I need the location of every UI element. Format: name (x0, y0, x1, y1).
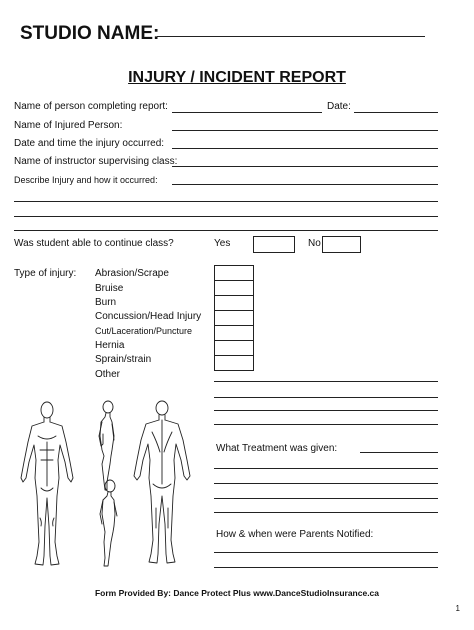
date-label: Date: (327, 101, 351, 112)
other-line-1[interactable] (214, 381, 438, 382)
body-front-figure (21, 402, 73, 565)
injury-type-sprain: Sprain/strain (95, 354, 152, 365)
parents-line-2[interactable] (214, 567, 438, 568)
injury-checkbox-cut[interactable] (214, 325, 254, 341)
injury-type-other: Other (95, 369, 121, 380)
other-line-2[interactable] (214, 397, 438, 398)
injury-checkbox-burn[interactable] (214, 295, 254, 311)
parents-label: How & when were Parents Notified: (216, 529, 374, 540)
yes-checkbox[interactable] (253, 236, 295, 253)
date-line[interactable] (354, 112, 438, 113)
body-back-figure (134, 401, 190, 563)
injury-checkbox-sprain[interactable] (214, 355, 254, 371)
yes-label: Yes (214, 238, 231, 249)
body-small-figure (100, 480, 117, 566)
describe-label: Describe Injury and how it occurred: (14, 175, 158, 185)
no-label: No (308, 238, 321, 249)
describe-line-2[interactable] (14, 201, 438, 202)
injury-checkbox-concussion[interactable] (214, 310, 254, 326)
other-line-4[interactable] (214, 424, 438, 425)
injury-type-bruise: Bruise (95, 283, 124, 294)
footer-text: Form Provided By: Dance Protect Plus www.DanceStudioInsurance.ca (94, 588, 380, 598)
parents-line-1[interactable] (214, 552, 438, 553)
injury-checkbox-hernia[interactable] (214, 340, 254, 356)
injury-type-cut: Cut/Laceration/Puncture (95, 326, 193, 336)
treatment-line-2[interactable] (214, 468, 438, 469)
describe-line-1[interactable] (172, 184, 438, 185)
treatment-line-5[interactable] (214, 512, 438, 513)
other-line-3[interactable] (214, 410, 438, 411)
body-side-figure (99, 401, 114, 490)
injury-type-burn: Burn (95, 297, 117, 308)
injured-person-label: Name of Injured Person: (14, 120, 123, 131)
instructor-label: Name of instructor supervising class: (14, 156, 178, 167)
no-checkbox[interactable] (322, 236, 361, 253)
page-number: 1 (455, 604, 460, 613)
studio-name-label: STUDIO NAME: (20, 23, 160, 44)
treatment-label: What Treatment was given: (216, 443, 338, 454)
instructor-line[interactable] (172, 166, 438, 167)
person-completing-label: Name of person completing report: (14, 101, 168, 112)
continue-class-question: Was student able to continue class? (14, 238, 174, 249)
treatment-line-4[interactable] (214, 498, 438, 499)
studio-name-line[interactable] (157, 36, 425, 37)
injury-type-hernia: Hernia (95, 340, 125, 351)
injury-checkbox-bruise[interactable] (214, 280, 254, 296)
injury-checkbox-abrasion[interactable] (214, 265, 254, 281)
date-time-label: Date and time the injury occurred: (14, 138, 165, 149)
date-time-line[interactable] (172, 148, 438, 149)
injured-person-line[interactable] (172, 130, 438, 131)
injury-type-concussion: Concussion/Head Injury (95, 311, 202, 322)
describe-line-3[interactable] (14, 216, 438, 217)
injury-type-abrasion: Abrasion/Scrape (95, 268, 169, 279)
injury-type-label: Type of injury: (14, 268, 77, 279)
describe-line-4[interactable] (14, 230, 438, 231)
person-completing-line[interactable] (172, 112, 322, 113)
body-diagram[interactable] (10, 398, 210, 583)
treatment-line-1[interactable] (360, 452, 438, 453)
treatment-line-3[interactable] (214, 483, 438, 484)
form-title: INJURY / INCIDENT REPORT (128, 69, 346, 86)
